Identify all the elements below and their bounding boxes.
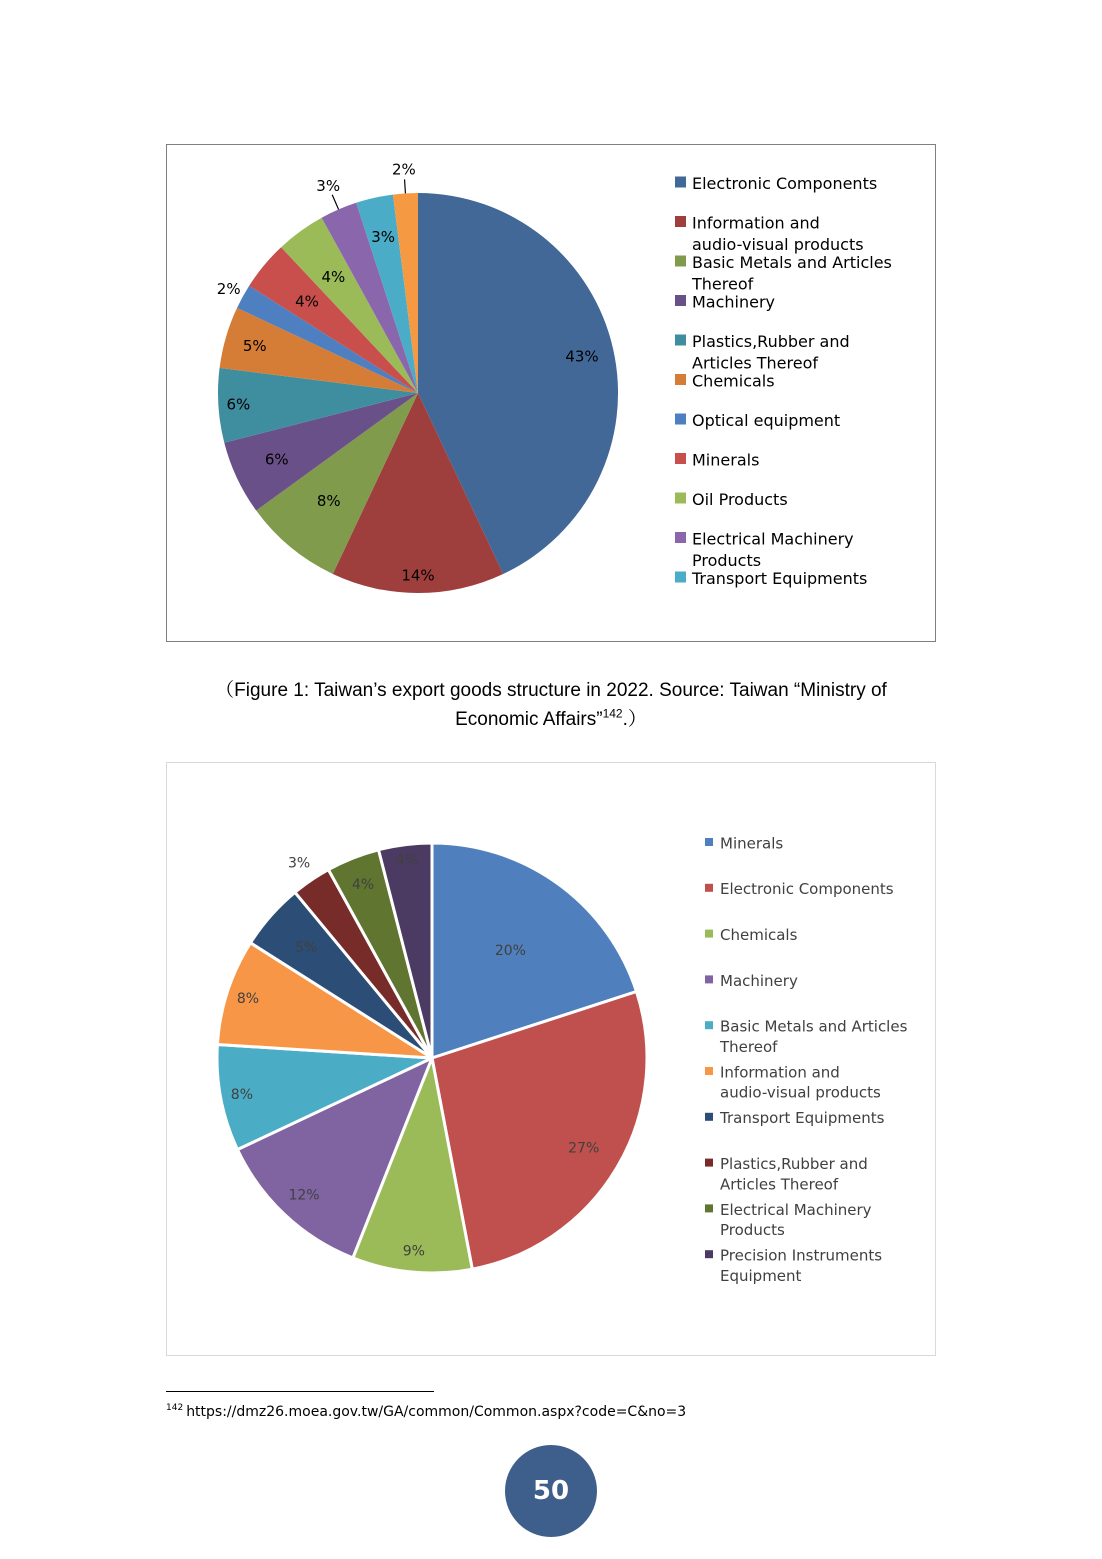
legend-label: Transport Equipments [720,1109,885,1128]
pie-slices [217,843,647,1273]
legend-label: Plastics,Rubber and Articles Thereof [692,331,850,373]
legend-label: Electronic Components [692,173,878,193]
legend-label: Information and audio-visual products [720,1063,881,1102]
footnote-number: 142 [166,1403,184,1414]
data-label-transport-equipments: 3% [371,228,395,247]
data-label-oil-products: 4% [321,267,346,286]
footnote-divider [166,1391,434,1392]
legend-swatch [675,335,686,346]
data-label-electrical-machinery-products: 4% [351,877,375,893]
legend-swatch [705,884,713,892]
legend-item-electronic-components [675,174,877,193]
chart-2 [166,762,936,1356]
legend-item-electronic-components [705,880,894,898]
legend-swatch [705,1159,713,1167]
legend-swatch [705,1113,713,1121]
legend-item-electrical-machinery-products [675,529,854,570]
legend [705,834,908,1284]
legend-swatch [675,295,686,306]
legend-swatch [705,1250,713,1258]
chart-1-svg [167,145,937,643]
data-label-precision-instruments-equipment: 4% [395,852,419,869]
data-label-machinery: 12% [288,1187,320,1204]
legend-label: Information and audio-visual products [692,213,864,254]
legend-label: Minerals [720,834,784,853]
leader-line-other [405,179,406,193]
legend-label: Plastics,Rubber and Articles Thereof [720,1155,868,1194]
data-label-chemicals: 5% [242,336,267,355]
legend-swatch [705,930,713,938]
data-label-other: 2% [392,160,416,179]
data-label-machinery: 6% [264,450,289,469]
data-label-basic-metals-and-articles-thereof: 8% [316,492,341,511]
caption-line-1: （Figure 1: Taiwan’s export goods structure in 2022. Source: Taiwan “Ministry of [215,680,887,701]
caption-line-2 [166,705,936,734]
legend-item-information-and-audio-visual-products [705,1063,881,1101]
legend-swatch [675,414,686,425]
data-label-electrical-machinery-products: 3% [316,176,341,195]
legend-swatch [675,493,686,504]
legend-item-machinery [675,292,775,311]
legend-item-plastics-rubber-and-articles-thereof [705,1155,868,1193]
legend-label: Oil Products [692,489,788,509]
data-label-electronic-components: 27% [568,1140,600,1157]
legend-item-optical-equipment [675,411,840,430]
caption-line-2-text: Economic Affairs” [455,709,603,730]
footnote [166,1404,686,1420]
legend-label: Transport Equipments [692,568,868,588]
legend-label: Minerals [692,450,760,470]
data-label-optical-equipment: 2% [216,280,241,299]
leader-line-electrical-machinery-products [332,195,338,210]
legend-label: Chemicals [692,371,775,391]
legend-label: Electrical Machinery Products [692,529,854,570]
legend-swatch [705,838,713,846]
footnote-link[interactable]: https://dmz26.moea.gov.tw/GA/common/Common.aspx?code=C&no=3 [186,1404,687,1420]
legend-label: Electronic Components [720,880,894,899]
caption-ref: 142 [602,706,623,721]
figure-caption [166,676,936,734]
legend-label: Machinery [692,292,776,312]
legend-swatch [675,453,686,464]
legend-label: Precision Instruments Equipment [720,1246,883,1285]
legend-label: Basic Metals and Articles Thereof [720,1017,908,1056]
legend-item-minerals [675,450,759,469]
legend-swatch [675,216,686,227]
legend-item-chemicals [675,371,775,390]
legend-item-information-and-audio-visual-products [675,213,864,254]
data-label-basic-metals-and-articles-thereof: 8% [230,1087,254,1104]
legend-item-precision-instruments-equipment [705,1247,882,1285]
data-label-minerals: 4% [295,292,319,311]
pie-slices [218,193,618,593]
legend-item-transport-equipments [675,569,867,588]
legend-swatch [675,374,686,385]
data-label-plastics-rubber-and-articles-thereof: 3% [287,855,311,872]
legend-label: Basic Metals and Articles Thereof [692,252,892,294]
legend-label: Chemicals [720,926,798,944]
legend-swatch [675,532,686,543]
chart-1 [166,144,936,642]
legend-item-machinery [705,972,798,990]
legend-label: Machinery [720,971,798,990]
legend-swatch [675,572,686,583]
legend-swatch [705,1204,713,1212]
legend-swatch [675,177,686,188]
legend-item-plastics-rubber-and-articles-thereof [675,332,850,373]
page-number-badge [505,1445,597,1537]
legend-item-oil-products [675,490,788,509]
data-label-chemicals: 9% [402,1243,425,1260]
data-label-minerals: 20% [494,943,526,960]
legend-label: Electrical Machinery Products [720,1200,872,1240]
legend-swatch [705,975,713,983]
legend [675,174,892,588]
legend-item-basic-metals-and-articles-thereof [705,1018,908,1056]
chart-2-svg [167,763,937,1357]
data-label-plastics-rubber-and-articles-thereof: 6% [226,395,251,414]
legend-swatch [675,256,686,267]
caption-tail: .） [622,709,647,730]
page-number: 50 [532,1476,570,1506]
legend-item-chemicals [705,926,798,944]
data-label-information-and-audio-visual-products: 14% [401,566,435,585]
legend-item-minerals [705,834,783,852]
data-label-transport-equipments: 5% [295,940,318,956]
legend-swatch [705,1067,713,1075]
data-label-information-and-audio-visual-products: 8% [236,991,260,1008]
legend-item-transport-equipments [705,1109,885,1127]
legend-item-basic-metals-and-articles-thereof [675,253,892,294]
legend-swatch [705,1021,713,1029]
legend-label: Optical equipment [692,410,841,430]
legend-item-electrical-machinery-products [705,1201,872,1239]
data-label-electronic-components: 43% [565,347,599,366]
